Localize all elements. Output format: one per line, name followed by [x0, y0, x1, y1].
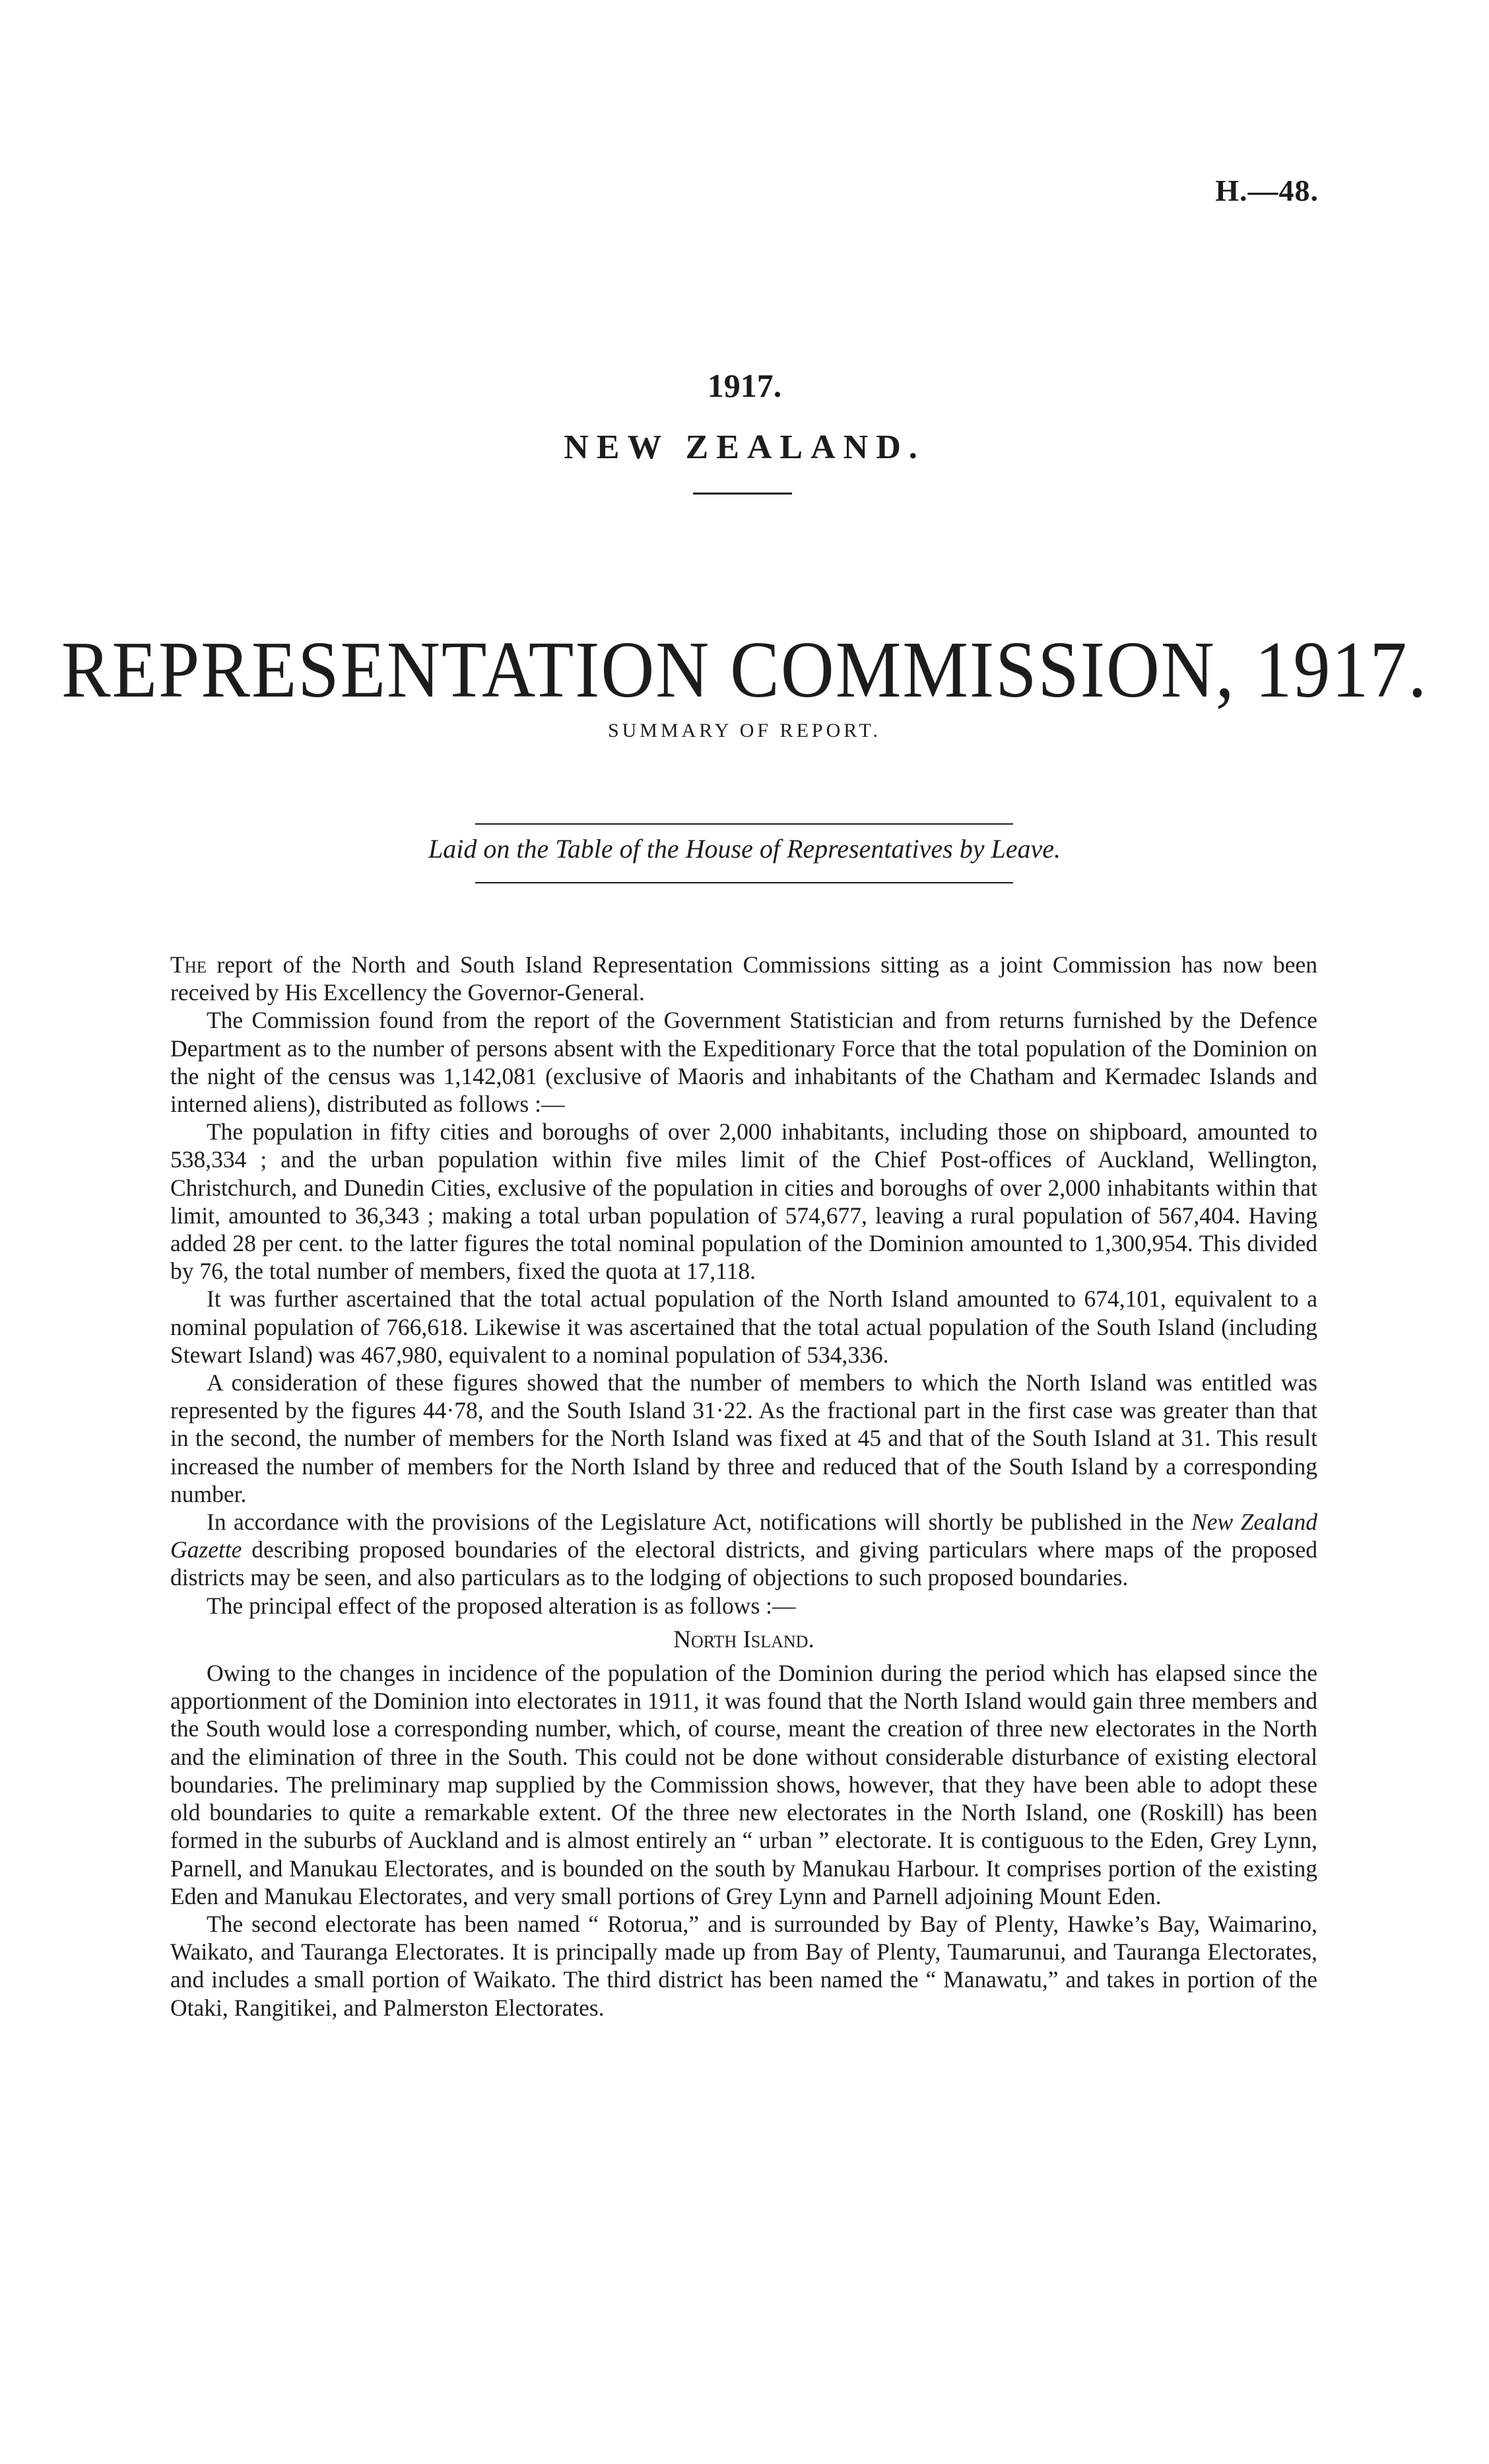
report-title: REPRESENTATION COMMISSION, 1917. [61, 625, 1428, 714]
short-rule [693, 493, 792, 495]
report-body [170, 951, 1317, 2022]
laid-on-table-line: Laid on the Table of the House of Representatives by Leave. [428, 834, 1061, 864]
section-heading-north-island: North Island. [673, 1626, 814, 1653]
page-reference: H.—48. [1215, 174, 1319, 207]
paragraph-6 [170, 1508, 1317, 1592]
country-heading: NEW ZEALAND. [564, 428, 925, 466]
paragraph-1-text: report of the North and South Island Representation Commissions sitting as a joint Commission has now been received by His Excellency the Governor-General. [170, 951, 1317, 1006]
lower-rule [475, 882, 1013, 883]
paragraph-6-part-b: describing proposed boundaries of the electoral districts, and giving particulars where maps of the proposed districts may be seen, and also particulars as to the lodging of objections to such proposed boundaries. [170, 1536, 1317, 1591]
paragraph-3: The population in fifty cities and boroughs of over 2,000 inhabitants, including those on shipboard, amounted to 538,334 ; and the urban population within five miles limit of the Chief Post-offices of Auckland, Wellington, Christchurch, and Dunedin Cities, exclusive of the population in cities and boroughs of over 2,000 inhabitants within that limit, amounted to 36,343 ; making a total urban population of 574,677, leaving a rural population of 567,404. Having added 28 per cent. to the latter figures the total nominal population of the Dominion amounted to 1,300,954. This divided by 76, the total number of members, fixed the quota at 17,118. [170, 1118, 1317, 1285]
paragraph-1 [170, 951, 1317, 1006]
gazette-title: New Zealand Gazette [170, 1509, 1317, 1563]
paragraph-4: It was further ascertained that the total actual population of the North Island amounted to 674,101, equivalent to a nominal population of 766,618. Likewise it was ascertained that the total actual population of the South Island (including Stewart Island) was 467,980, equivalent to a nominal population of 534,336. [170, 1285, 1317, 1368]
paragraph-2: The Commission found from the report of the Government Statistician and from returns furnished by the Defence Department as to the number of persons absent with the Expeditionary Force that the total population of the Dominion on the night of the census was 1,142,081 (exclusive of Maoris and inhabitants of the Chatham and Kermadec Islands and interned aliens), distributed as follows :— [170, 1007, 1317, 1118]
paragraph-6-part-a: In accordance with the provisions of the Legislature Act, notifications will shortly be published in the [207, 1509, 1192, 1536]
paragraph-7: The principal effect of the proposed alteration is as follows :— [207, 1592, 796, 1619]
drop-lead-word: The [170, 951, 207, 978]
upper-rule [475, 823, 1013, 825]
year-heading: 1917. [707, 367, 782, 404]
paragraph-9: The second electorate has been named “ Rotorua,” and is surrounded by Bay of Plenty, Hawke’s Bay, Waimarino, Waikato, and Tauranga Electorates. It is principally made up from Bay of Plenty, Taumarunui, and Tauranga Electorates, and includes a small portion of Waikato. The third district has been named the “ Manawatu,” and takes in portion of the Otaki, Rangitikei, and Palmerston Electorates. [170, 1910, 1317, 2021]
paragraph-8: Owing to the changes in incidence of the population of the Dominion during the period which has elapsed since the apportionment of the Dominion into electorates in 1911, it was found that the North Island would gain three members and the South would lose a corresponding number, which, of course, meant the creation of three new electorates in the North and the elimination of three in the South. This could not be done without considerable disturbance of existing electoral boundaries. The preliminary map supplied by the Commission shows, however, that they have been able to adopt these old boundaries to quite a remarkable extent. Of the three new electorates in the North Island, one (Roskill) has been formed in the suburbs of Auckland and is almost entirely an “ urban ” electorate. It is contiguous to the Eden, Grey Lynn, Parnell, and Manukau Electorates, and is bounded on the south by Manukau Harbour. It comprises portion of the existing Eden and Manukau Electorates, and very small portions of Grey Lynn and Parnell adjoining Mount Eden. [170, 1660, 1317, 1909]
paragraph-5: A consideration of these figures showed that the number of members to which the North Island was entitled was represented by the figures 44·78, and the South Island 31·22. As the fractional part in the first case was greater than that in the second, the number of members for the North Island was fixed at 45 and that of the South Island at 31. This result increased the number of members for the North Island by three and reduced that of the South Island by a corresponding number. [170, 1369, 1317, 1507]
report-subtitle: SUMMARY OF REPORT. [607, 720, 882, 741]
